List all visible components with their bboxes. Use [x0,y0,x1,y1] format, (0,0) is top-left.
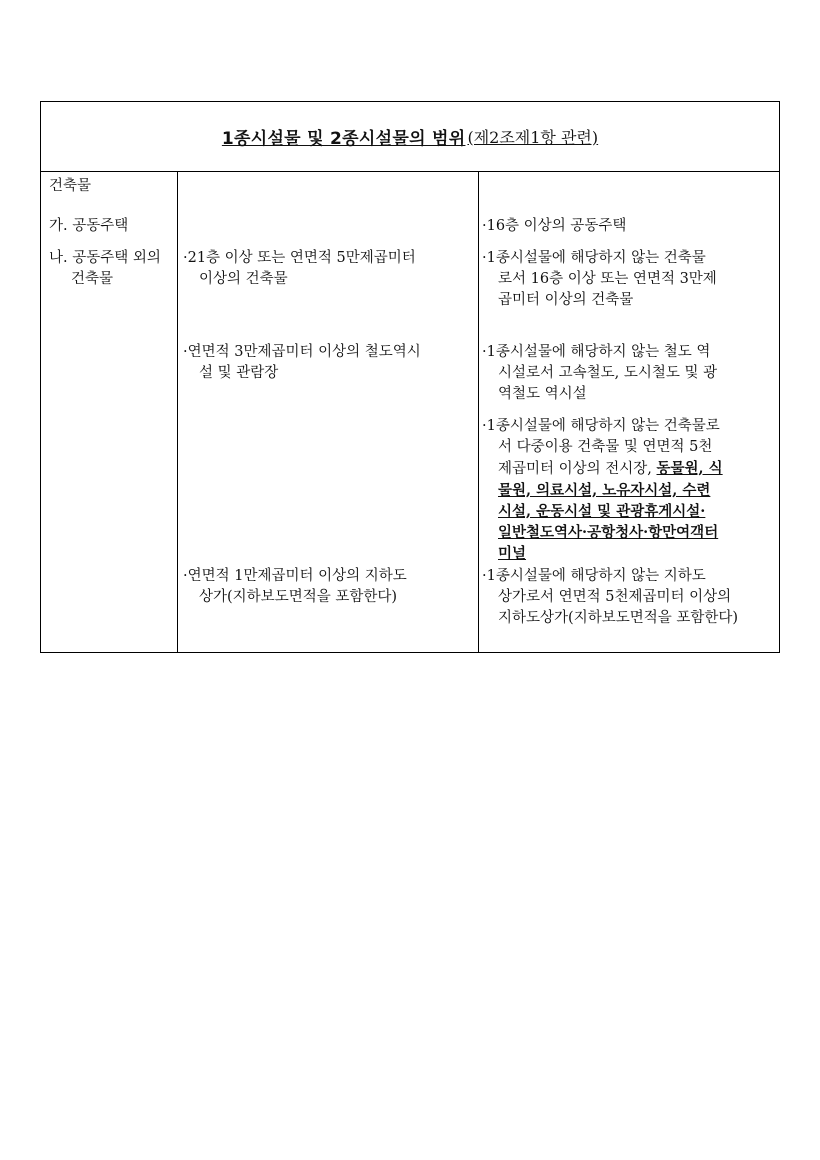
column-divider-2 [478,172,479,652]
class2-building [482,248,778,311]
table-title-reference: (제2조제1항 관련) [467,128,599,147]
class2-multiuse-line3-amended: 동물원, 식 [656,460,723,477]
class1-railway-line2: 설 및 관람장 [199,365,279,381]
category-non-apartment-line2: 건축물 [71,271,114,287]
category-non-apartment-line1: 나. 공동주택 외의 [49,250,161,266]
class1-building-line2: 이상의 건축물 [199,271,288,287]
column-divider-1 [177,172,178,652]
class1-underground-line2: 상가(지하보도면적을 포함한다) [199,589,398,605]
facility-table [40,101,780,653]
class2-multiuse-line3-plain: 제곱미터 이상의 전시장, [498,461,657,477]
table-title-row [41,102,779,172]
class2-multiuse-line2: 서 다중이용 건축물 및 연면적 5천 [498,439,713,455]
class2-railway-line1: ·1종시설물에 해당하지 않는 철도 역 [482,344,711,360]
class1-building [183,248,475,290]
class1-building-line1: ·21층 이상 또는 연면적 5만제곱미터 [183,250,416,266]
category-apartment: 가. 공동주택 [49,218,129,234]
class2-railway-line3: 역철도 역시설 [498,386,587,402]
class2-apartment: ·16층 이상의 공동주택 [482,218,627,234]
class2-railway-line2: 시설로서 고속철도, 도시철도 및 광 [498,365,718,381]
class2-multiuse-line7: 미널 [498,545,527,562]
class2-railway-station [482,342,778,405]
class2-multiuse-line1: ·1종시설물에 해당하지 않는 건축물로 [482,418,720,434]
class2-multiuse-line4: 물원, 의료시설, 노유자시설, 수련 [498,482,711,499]
class2-building-line3: 곱미터 이상의 건축물 [498,292,634,308]
class2-underground-mall [482,566,778,629]
class1-railway-line1: ·연면적 3만제곱미터 이상의 철도역시 [183,344,421,360]
class2-multiuse-line6: 일반철도역사·공항청사·항만여객터 [498,524,719,541]
class1-underground-mall [183,566,475,608]
class2-multiuse-line3 [482,458,778,480]
category-non-apartment [49,248,175,290]
class2-underground-line1: ·1종시설물에 해당하지 않는 지하도 [482,568,706,584]
class2-multiuse-building [482,416,778,564]
class2-building-line2: 로서 16층 이상 또는 연면적 3만제 [498,271,717,287]
class2-underground-line2: 상가로서 연면적 5천제곱미터 이상의 [498,589,732,605]
class2-multiuse-line5: 시설, 운동시설 및 관광휴게시설· [498,503,706,520]
class2-building-line1: ·1종시설물에 해당하지 않는 건축물 [482,250,706,266]
class2-underground-line3: 지하도상가(지하보도면적을 포함한다) [498,610,739,626]
class1-railway-station [183,342,475,384]
category-building: 건축물 [49,178,92,194]
class1-underground-line1: ·연면적 1만제곱미터 이상의 지하도 [183,568,407,584]
table-title: 1종시설물 및 2종시설물의 범위 [221,129,466,149]
